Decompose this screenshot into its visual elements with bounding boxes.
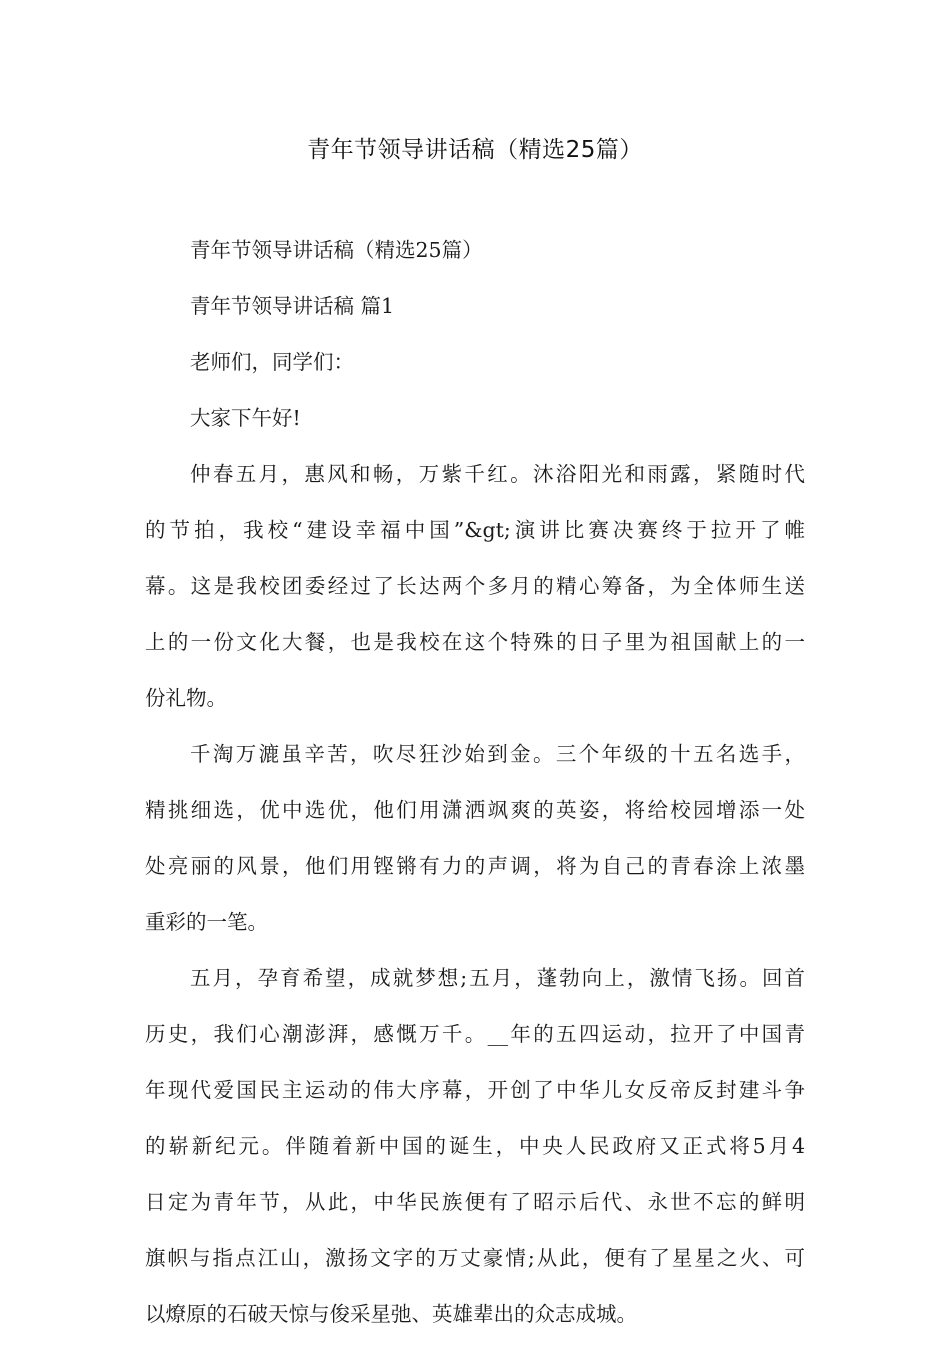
paragraph-line: 历史，我们心潮澎湃，感慨万千。__年的五四运动，拉开了中国青 xyxy=(145,1022,805,1046)
paragraph-line: 五月，孕育希望，成就梦想;五月，蓬勃向上，激情飞扬。回首 xyxy=(190,966,805,990)
paragraph-line: 仲春五月，惠风和畅，万紫千红。沐浴阳光和雨露，紧随时代 xyxy=(190,462,805,486)
paragraph-line: 的崭新纪元。伴随着新中国的诞生，中央人民政府又正式将5月4 xyxy=(145,1134,805,1158)
heading-line: 青年节领导讲话稿（精选25篇） xyxy=(190,238,483,262)
paragraph-line: 幕。这是我校团委经过了长达两个多月的精心筹备，为全体师生送 xyxy=(145,574,805,598)
paragraph-line: 千淘万漉虽辛苦，吹尽狂沙始到金。三个年级的十五名选手， xyxy=(190,742,805,766)
paragraph-3 xyxy=(145,959,805,1333)
paragraph-line: 以燎原的石破天惊与俊采星弛、英雄辈出的众志成城。 xyxy=(145,1302,637,1326)
section-heading: 青年节领导讲话稿 篇1 xyxy=(190,294,395,318)
salutation: 老师们，同学们： xyxy=(190,350,354,374)
paragraph-line: 日定为青年节，从此，中华民族便有了昭示后代、永世不忘的鲜明 xyxy=(145,1190,805,1214)
paragraph-line: 份礼物。 xyxy=(145,686,227,710)
document-body xyxy=(145,231,805,1351)
paragraph-line: 重彩的一笔。 xyxy=(145,910,268,934)
paragraph-1 xyxy=(145,455,805,717)
paragraph-2 xyxy=(145,735,805,941)
paragraph-line: 上的一份文化大餐，也是我校在这个特殊的日子里为祖国献上的一 xyxy=(145,630,805,654)
paragraph-line: 的节拍，我校“建设幸福中国”&gt;演讲比赛决赛终于拉开了帷 xyxy=(145,518,805,542)
paragraph-line: 年现代爱国民主运动的伟大序幕，开创了中华儿女反帝反封建斗争 xyxy=(145,1078,805,1102)
greeting: 大家下午好! xyxy=(190,406,301,430)
paragraph-line: 精挑细选，优中选优，他们用潇洒飒爽的英姿，将给校园增添一处 xyxy=(145,798,805,822)
page-title: 青年节领导讲话稿（精选25篇） xyxy=(307,137,643,163)
paragraph-line: 处亮丽的风景，他们用铿锵有力的声调，将为自己的青春涂上浓墨 xyxy=(145,854,805,878)
paragraph-line: 旗帜与指点江山，激扬文字的万丈豪情;从此，便有了星星之火、可 xyxy=(145,1246,805,1270)
